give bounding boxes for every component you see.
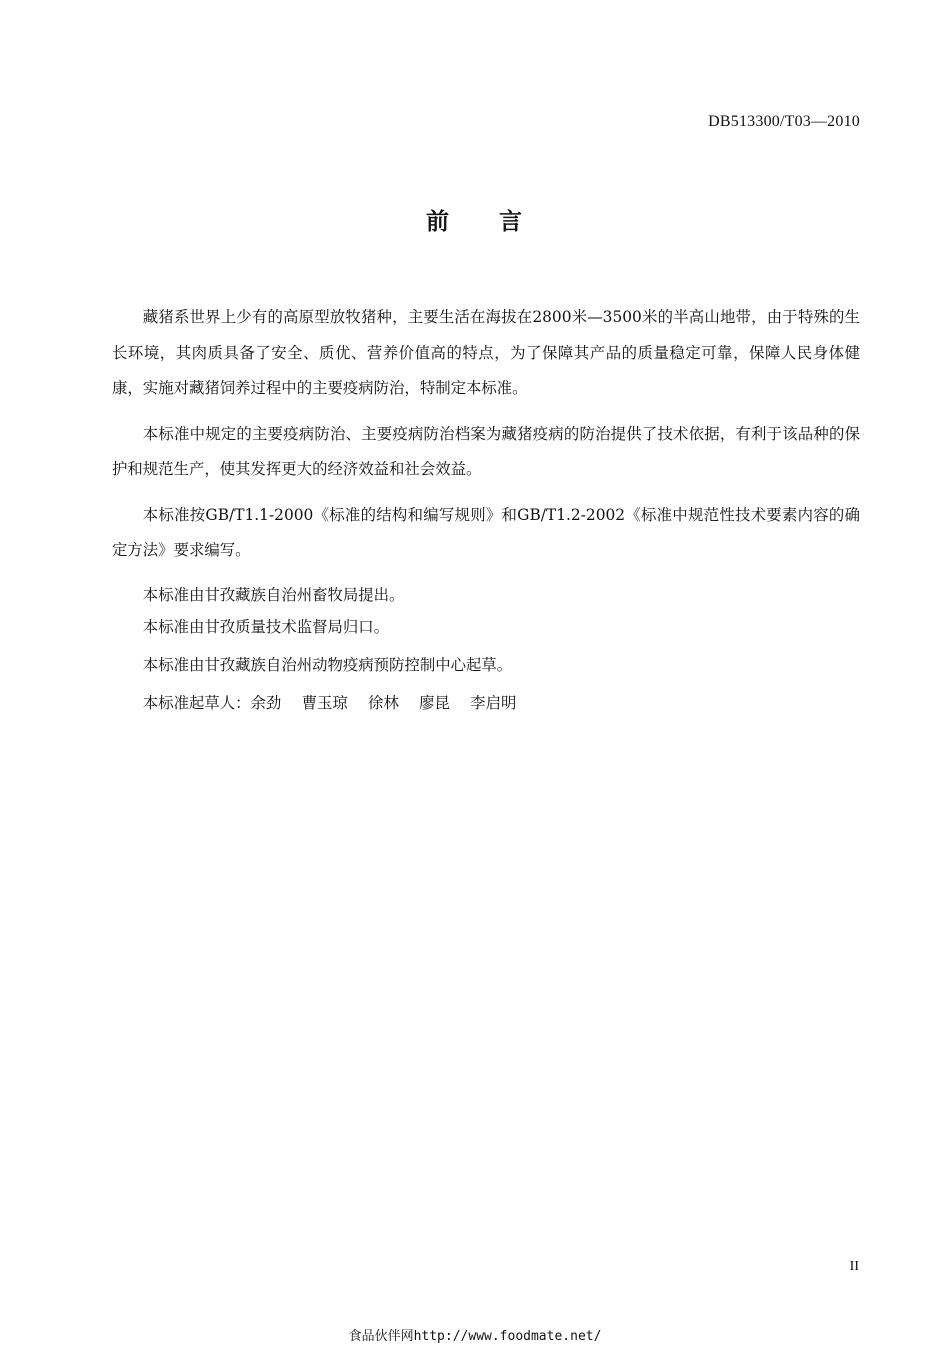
foreword-body bbox=[112, 300, 860, 719]
drafting-org-line: 本标准由甘孜藏族自治州动物疫病预防控制中心起草。 bbox=[142, 655, 513, 674]
paragraph-3: 本标准按GB/T1.1-2000《标准的结构和编写规则》和GB/T1.2-2002《标准中规范性技术要素内容的确定方法》要求编写。 bbox=[112, 505, 860, 559]
paragraph-2: 本标准中规定的主要疫病防治、主要疫病防治档案为藏猪疫病的防治提供了技术依据，有利于该品种的保护和规范生产，使其发挥更大的经济效益和社会效益。 bbox=[112, 424, 860, 478]
page-title bbox=[0, 203, 950, 236]
title-char-2: 言 bbox=[499, 209, 524, 235]
title-char-1: 前 bbox=[426, 209, 451, 235]
centralized-by-line: 本标准由甘孜质量技术监督局归口。 bbox=[142, 617, 390, 636]
paragraph-1: 藏猪系世界上少有的高原型放牧猪种，主要生活在海拔在2800米—3500米的半高山地带，由于特殊的生长环境，其肉质具备了安全、质优、营养价值高的特点，为了保障其产品的质量稳定可靠，保障人民身体健康，实施对藏猪饲养过程中的主要疫病防治，特制定本标准。 bbox=[112, 308, 860, 397]
standard-code: DB513300/T03—2010 bbox=[708, 113, 860, 130]
drafters-line: 本标准起草人：余劲 曹玉琼 徐林 廖昆 李启明 bbox=[142, 693, 517, 712]
footer-url-link[interactable]: http://www.foodmate.net/ bbox=[413, 1329, 602, 1344]
footer-site-name: 食品伙伴网 bbox=[348, 1329, 414, 1344]
page-number: II bbox=[849, 1259, 859, 1274]
footer bbox=[0, 1325, 950, 1344]
proposer-line: 本标准由甘孜藏族自治州畜牧局提出。 bbox=[142, 585, 405, 604]
